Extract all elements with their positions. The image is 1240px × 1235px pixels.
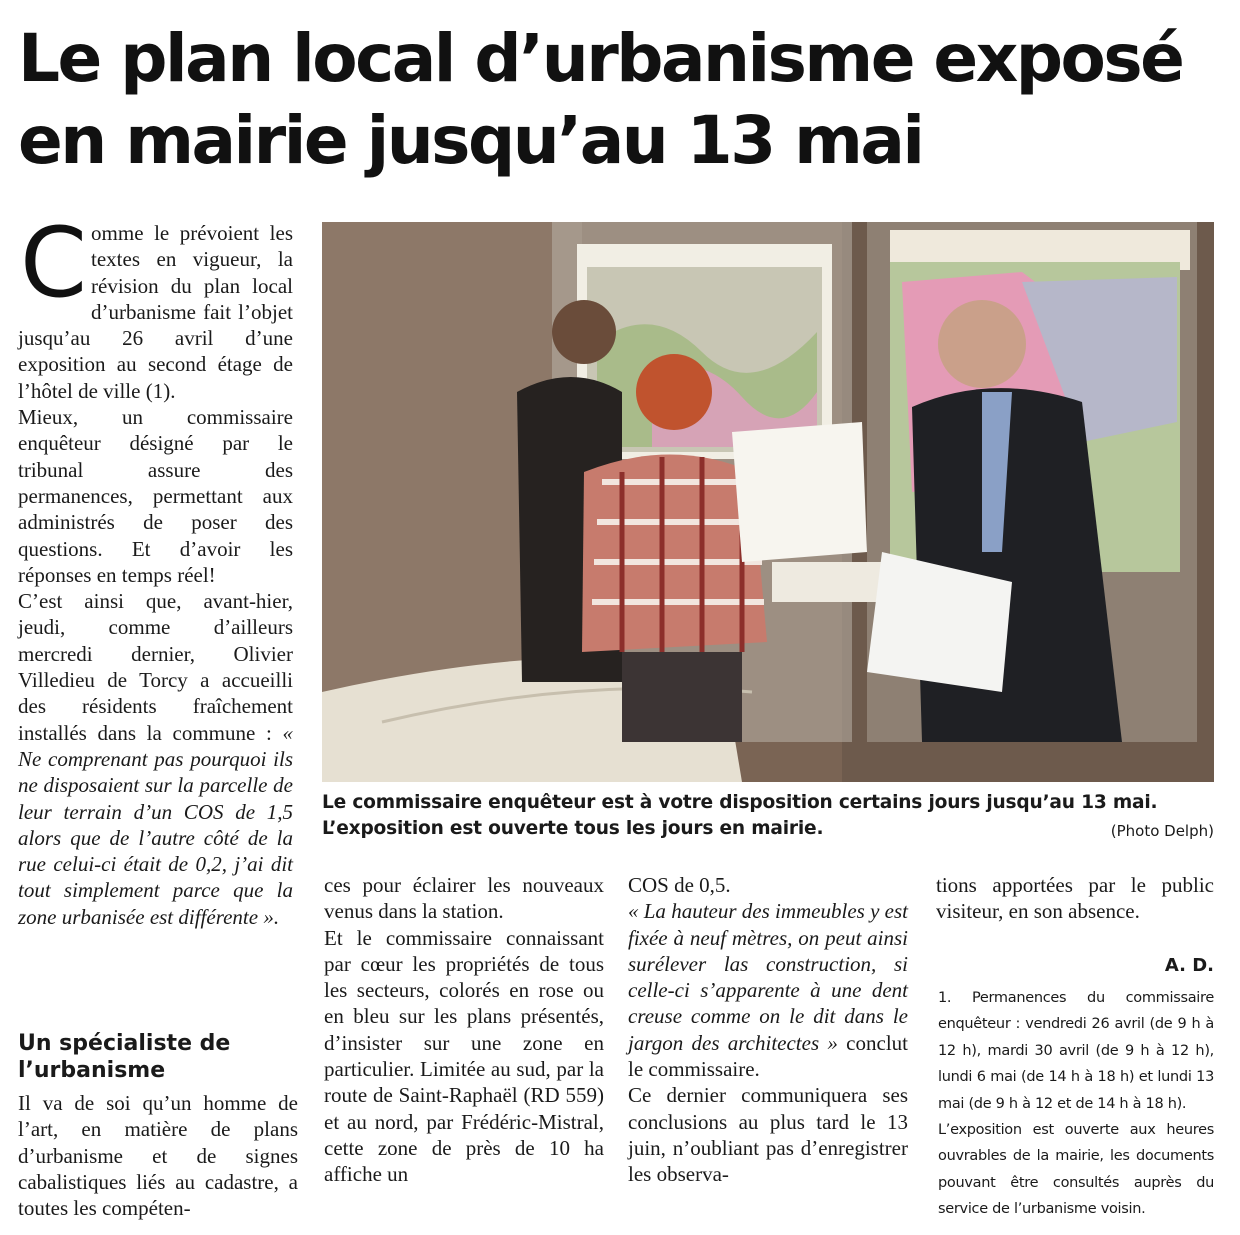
col3-quote: « La hauteur des immeubles y est fixée à neuf mètres, on peut ainsi surélever las construction, si celle-ci s’apparente à une dent creuse comme on le dit dans le jargon des architectes »: [628, 899, 908, 1055]
headline: [18, 18, 1228, 182]
subheading: Un spécialiste de l’urbanisme: [18, 1031, 231, 1083]
col2-paragraph-1: ces pour éclairer les nouveaux venus dans la station.: [324, 873, 604, 924]
column-3: [628, 872, 908, 1188]
col4-paragraph-1: tions apportées par le public visiteur, en son absence.: [936, 873, 1214, 924]
column-1-bottom: [18, 1090, 298, 1221]
column-2: [324, 872, 604, 1188]
intro-paragraph-3: [18, 588, 293, 930]
intro-paragraph-2: Mieux, un commissaire enquêteur désigné par le tribunal assure des permanences, permettant aux administrés de poser des questions. Et d’avoir les réponses en temps réel!: [18, 405, 293, 587]
intro-text-1: omme le prévoient les textes en vigueur, la révision du plan local d’urbanisme fait l’objet jusqu’au 26 avril d’une exposition au second étage de l’hôtel de ville (1).: [18, 221, 293, 403]
photo-illustration: [322, 222, 1214, 782]
footnote-1: 1. Permanences du commissaire enquêteur : vendredi 26 avril (de 9 h à 12 h), mardi 30 avril (de 9 h à 12 h), lundi 6 mai (de 14 h à 18 h) et lundi 13 mai (de 9 h à 12 et de 14 h à 18 h).: [938, 990, 1214, 1112]
article-photo: [322, 222, 1214, 782]
col1-bottom-paragraph: Il va de soi qu’un homme de l’art, en matière de plans d’urbanisme et de signes cabalistiques liés au cadastre, a toutes les compéten-: [18, 1091, 298, 1221]
col3-paragraph-3: Ce dernier communiquera ses conclusions au plus tard le 13 juin, n’oubliant pas d’enregistrer les observa-: [628, 1083, 908, 1187]
caption-line-2: L’exposition est ouverte tous les jours en mairie.: [322, 818, 824, 839]
column-1-intro: [18, 207, 293, 930]
col3-quote-tail: conclut le commissaire.: [628, 1030, 908, 1082]
caption-line-1: Le commissaire enquêteur est à votre disposition certains jours jusqu’au 13 mai.: [322, 792, 1158, 813]
author-signature: A. D.: [1164, 955, 1214, 976]
intro-paragraph-1: [18, 207, 293, 404]
col3-paragraph-2: [628, 898, 908, 1082]
col2-paragraph-2: Et le commissaire connaissant par cœur les propriétés de tous les secteurs, colorés en rose ou en bleu sur les plans présentés, d’insister sur une zone en particulier. Limitée au sud, par la route de Saint-Raphaël (RD 559) et au nord, par Frédéric-Mistral, cette zone de près de 10 ha affiche un: [324, 925, 604, 1187]
headline-line-2: en mairie jusqu’au 13 mai: [18, 102, 923, 179]
intro-text-3: C’est ainsi que, avant-hier, jeudi, comme d’ailleurs mercredi dernier, Olivier Villedieu de Torcy a accueilli des résidents fraîchement installés dans la commune :: [18, 589, 293, 745]
footnote-2: L’exposition est ouverte aux heures ouvrables de la mairie, les documents pouvant être consultés auprès du service de l’urbanisme voisin.: [938, 1122, 1214, 1218]
headline-line-1: Le plan local d’urbanisme exposé: [18, 20, 1183, 97]
drop-cap: C: [20, 207, 88, 319]
col3-paragraph-1: COS de 0,5.: [628, 873, 731, 897]
column-4: [936, 872, 1214, 925]
footnotes: [938, 985, 1214, 1223]
intro-quote: « Ne comprenant pas pourquoi ils ne disposaient sur la parcelle de leur terrain d’un COS de 1,5 alors que de l’autre côté de la rue celui-ci était de 0,2, j’ai dit tout simplement parce que la zone urbanisée est différente ».: [18, 720, 293, 929]
photo-credit: (Photo Delph): [1110, 822, 1214, 840]
